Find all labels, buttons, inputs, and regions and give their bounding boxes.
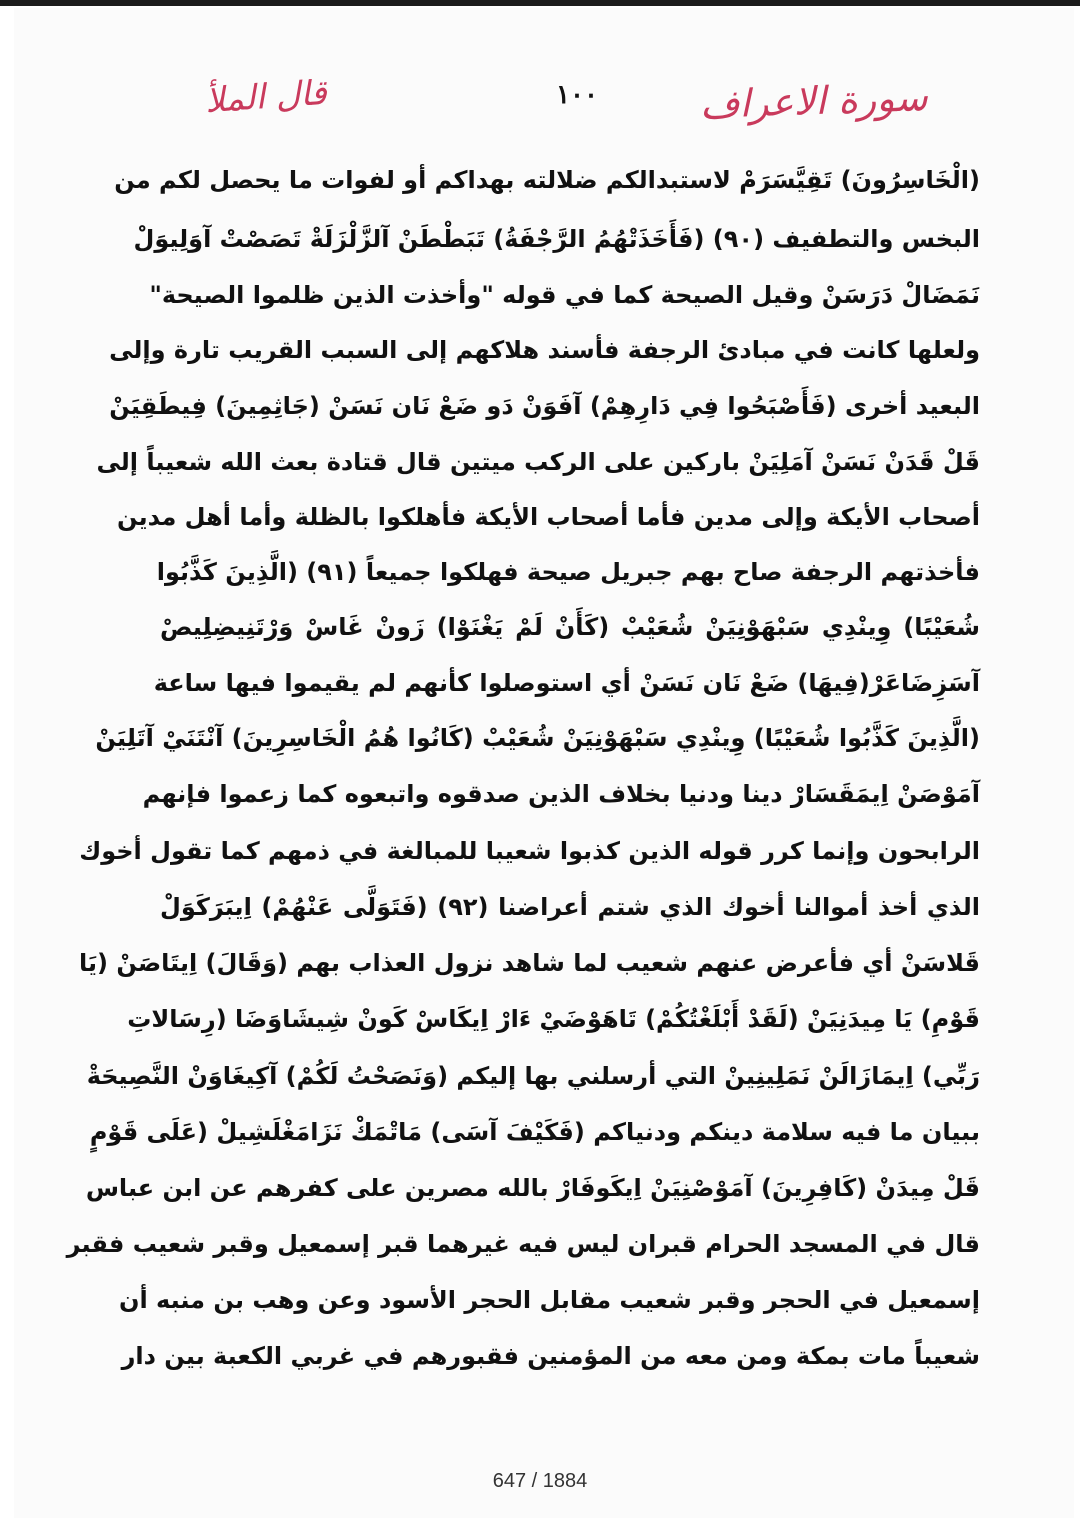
body-line: قَلْ مِيدَنْ (كَافِرِينَ) آمَوْصْنِيَنْ اِيكَوفَارْ بالله مصرين على كفرهم عن ابن عباس: [85, 1174, 980, 1202]
body-line: نَمَضَالْ دَرَسَنْ وقيل الصيحة كما في قوله "وأخذت الذين ظلموا الصيحة": [149, 281, 980, 309]
page-number: ١٠٠: [556, 80, 598, 110]
body-line: قَلْ قَدَنْ نَسَنْ آمَلِيَنْ باركين على الركب ميتين قال قتادة بعث الله شعيباً إلى: [96, 448, 980, 476]
body-line: شعيباً مات بمكة ومن معه من المؤمنين فقبورهم في غربي الكعبة بين دار: [121, 1342, 980, 1370]
body-line: آسَزِضَاعَرْ(فِيهَا) ضَعْ نَان نَسَنْ أي استوصلوا كأنهم لم يقيموا فيها ساعة: [153, 669, 980, 697]
page-indicator: 647 / 1884: [492, 1470, 588, 1492]
body-line: قال في المسجد الحرام قبران ليس فيه غيرهما قبر إسمعيل وقبر شعيب فقبر: [66, 1230, 980, 1258]
body-line: ببيان ما فيه سلامة دينكم ودنياكم (فَكَيْفَ آسَى) مَاتْمَكْ نَزَامَغْلَشِيلْ (عَلَى قَوْمٍ: [89, 1118, 980, 1146]
body-line: الرابحون وإنما كرر قوله الذين كذبوا شعيبا للمبالغة في ذمهم كما تقول أخوك: [79, 837, 980, 865]
body-line: فأخذتهم الرجفة صاح بهم جبريل صيحة فهلكوا جميعاً (٩١) (الَّذِينَ كَذَّبُوا: [156, 558, 980, 586]
body-line: ولعلها كانت في مبادئ الرجفة فأسند هلاكهم إلى السبب القريب تارة وإلى: [109, 336, 980, 364]
body-line: البعيد أخرى (فَأَصْبَحُوا فِي دَارِهِمْ) آفَوَنْ دَو ضَعْ نَان نَسَنْ (جَاثِمِينَ) فِيطَقِيَنْ: [109, 392, 980, 420]
body-line: الذي أخذ أموالنا أخوك الذي شتم أعراضنا (٩٢) (فَتَوَلَّى عَنْهُمْ) اِيبَرَكَوَلْ: [160, 893, 981, 921]
handwritten-note-left: قال الملأ: [203, 72, 329, 122]
body-line: شُعَيْبًا) وِينْدِي سَبْهَوْنِيَنْ شُعَيْبْ (كَأَنْ لَمْ يَغْنَوْا) زَونْ غَاسْ وَرْتَنِيضِلِيصْ: [160, 613, 980, 641]
body-line: قَوْمِ) يَا مِيدَنِيَنْ (لَقَدْ أَبْلَغْتُكُمْ) تَاهَوْضَيْ ءَارْ اِيكَاسْ كَونْ شِيشَاوَضَا (رِسَالاتِ: [127, 1005, 980, 1033]
body-line: البخس والتطفيف (٩٠) (فَأَخَذَتْهُمُ الرَّجْفَةُ) تَبَطْطَنْ آلزَّلْزَلَةْ تَصَصْتْ آوَلِيوَلْ: [133, 225, 980, 253]
body-line: آمَوْصَنْ اِيمَقَسَارْ دينا ودنيا بخلاف الذين صدقوه واتبعوه كما زعموا فإنهم: [142, 780, 980, 808]
body-line: (الَّذِينَ كَذَّبُوا شُعَيْبًا) وِينْدِي سَبْهَوْنِيَنْ شُعَيْبْ (كَانُوا هُمُ الْخَاسِرِينَ) آنْتَنَيْ آتَلِيَنْ: [95, 724, 980, 752]
body-line: إسمعيل في الحجر وقبر شعيب مقابل الحجر الأسود وعن وهب بن منبه أن: [118, 1286, 980, 1314]
body-line: رَبِّي) اِيمَازَالَنْ نَمَلِينِينْ التي أرسلني بها إليكم (وَنَصَحْتُ لَكُمْ) آكِيغَاوَنْ النَّصِيحَةْ: [86, 1062, 980, 1090]
body-line: أصحاب الأيكة وإلى مدين فأما أصحاب الأيكة فأهلكوا بالظلة وأما أهل مدين: [116, 503, 980, 531]
body-line: قَلاسَنْ أي فأعرض عنهم شعيب لما شاهد نزول العذاب بهم (وَقَالَ) اِيتَاصَنْ (يَا: [79, 949, 980, 977]
handwritten-note-right: سورة الاعراف: [699, 75, 929, 127]
body-line: (الْخَاسِرُونَ) تَقِيَّسَرَمْ لاستبدالكم ضلالته بهداكم أو لفوات ما يحصل لكم من: [114, 166, 980, 194]
